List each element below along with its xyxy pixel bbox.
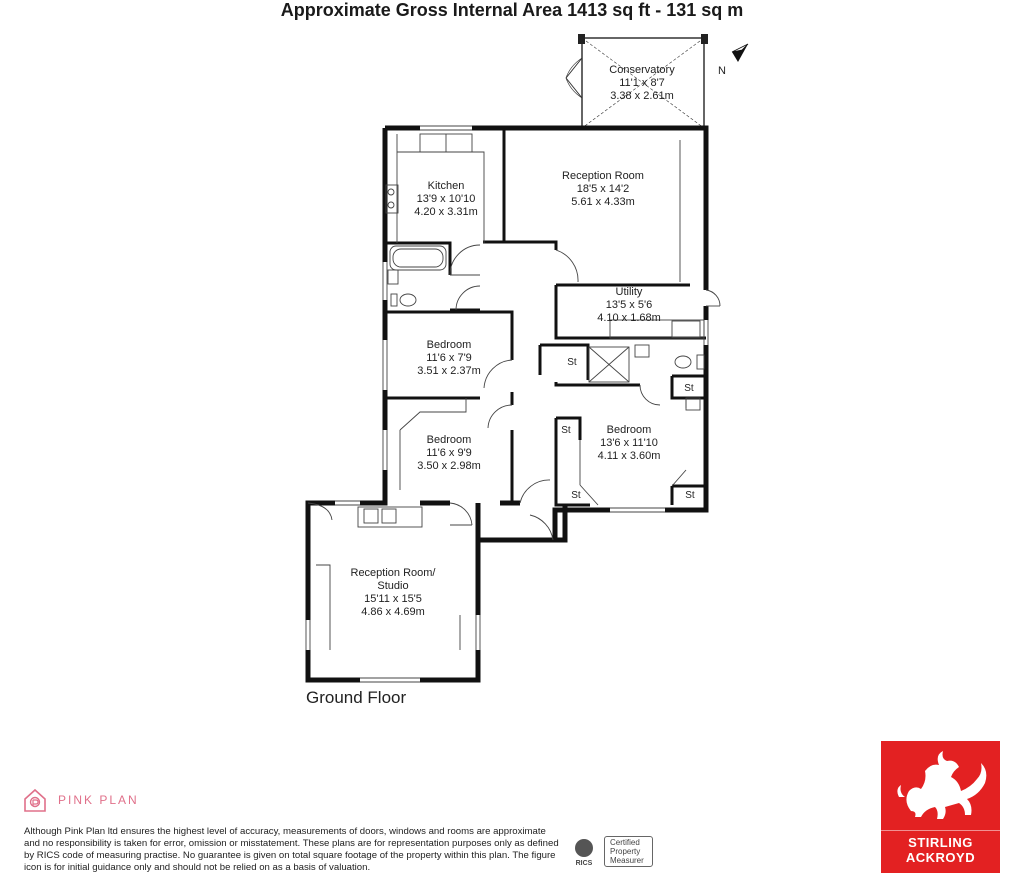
room-name: Kitchen: [427, 180, 465, 192]
rics-badge: [570, 836, 653, 867]
room-name: Reception Room: [562, 170, 644, 182]
storage-label: St: [571, 490, 581, 501]
storage-label: St: [685, 490, 695, 501]
rics-logo-text: RICS: [575, 859, 593, 867]
rics-line: Measurer: [610, 856, 644, 865]
room-kitchen: [414, 180, 478, 218]
storage-label: St: [561, 425, 571, 436]
room-name-line2: Studio: [377, 580, 409, 592]
room-metric: 4.20 x 3.31m: [414, 206, 478, 218]
rics-logo-icon: [570, 837, 598, 867]
conservatory-post: [578, 34, 585, 44]
room-bedroom-1: [417, 339, 481, 377]
griffin-icon: [881, 741, 1000, 829]
room-metric: 3.50 x 2.98m: [417, 460, 481, 472]
room-imperial: 13'9 x 10'10: [416, 193, 476, 205]
rics-line: Property: [610, 847, 641, 856]
room-reception: [562, 170, 644, 208]
room-imperial: 11'6 x 9'9: [426, 447, 472, 459]
pinkplan-logo: [22, 786, 139, 814]
rics-line: Certified: [610, 838, 640, 847]
room-studio: [351, 567, 437, 618]
room-metric: 3.51 x 2.37m: [417, 365, 481, 377]
north-arrow-icon: [718, 44, 748, 77]
room-imperial: 13'5 x 5'6: [605, 299, 653, 311]
room-imperial: 11'1 x 8'7: [619, 77, 665, 89]
room-name: Utility: [615, 286, 643, 298]
room-name: Bedroom: [426, 339, 472, 351]
room-metric: 4.86 x 4.69m: [361, 606, 425, 618]
brand-line: ACKROYD: [905, 850, 976, 865]
room-metric: 4.11 x 3.60m: [597, 450, 661, 462]
conservatory-post: [701, 34, 708, 44]
pinkplan-wordmark: PINK PLAN: [58, 793, 139, 807]
room-metric: 4.10 x 1.68m: [597, 312, 661, 324]
room-name: Bedroom: [426, 434, 472, 446]
storage-label: St: [684, 383, 694, 394]
stirling-ackroyd-logo: [881, 741, 1000, 873]
room-name: Bedroom: [606, 424, 652, 436]
room-conservatory: [609, 64, 675, 102]
disclaimer-text: Although Pink Plan ltd ensures the highest level of accuracy, measurements of doors, windows and rooms are approximate and no responsibility is taken for error, omission or misstatement. These plans are for representation purposes only as defined by RICS code of measuring practise. No guarantee is given on total square footage of the property within this plan. The figure icon is for initial guidance only and should not be relied on as a basis of valuation.: [24, 826, 559, 873]
room-imperial: 11'6 x 7'9: [426, 352, 472, 364]
brand-wordmark: [881, 835, 1000, 865]
room-imperial: 18'5 x 14'2: [576, 183, 630, 195]
room-metric: 5.61 x 4.33m: [571, 196, 635, 208]
room-imperial: 15'11 x 15'5: [364, 593, 422, 605]
room-metric: 3.38 x 2.61m: [610, 90, 674, 102]
storage-label: St: [567, 357, 577, 368]
room-utility: [597, 286, 661, 324]
room-bedroom-2: [417, 434, 481, 472]
brand-line: STIRLING: [908, 835, 973, 850]
brand-divider: [881, 830, 1000, 831]
room-imperial: 13'6 x 11'10: [600, 437, 658, 449]
room-name-line1: Reception Room/: [350, 567, 436, 579]
room-bedroom-3: [598, 424, 661, 462]
house-icon: [22, 787, 48, 813]
floor-label: Ground Floor: [306, 688, 407, 707]
rics-certified-box: [604, 836, 653, 867]
north-label: N: [718, 65, 726, 77]
room-name: Conservatory: [609, 64, 675, 76]
plan-title: Approximate Gross Internal Area 1413 sq ft - 131 sq m: [280, 0, 744, 20]
